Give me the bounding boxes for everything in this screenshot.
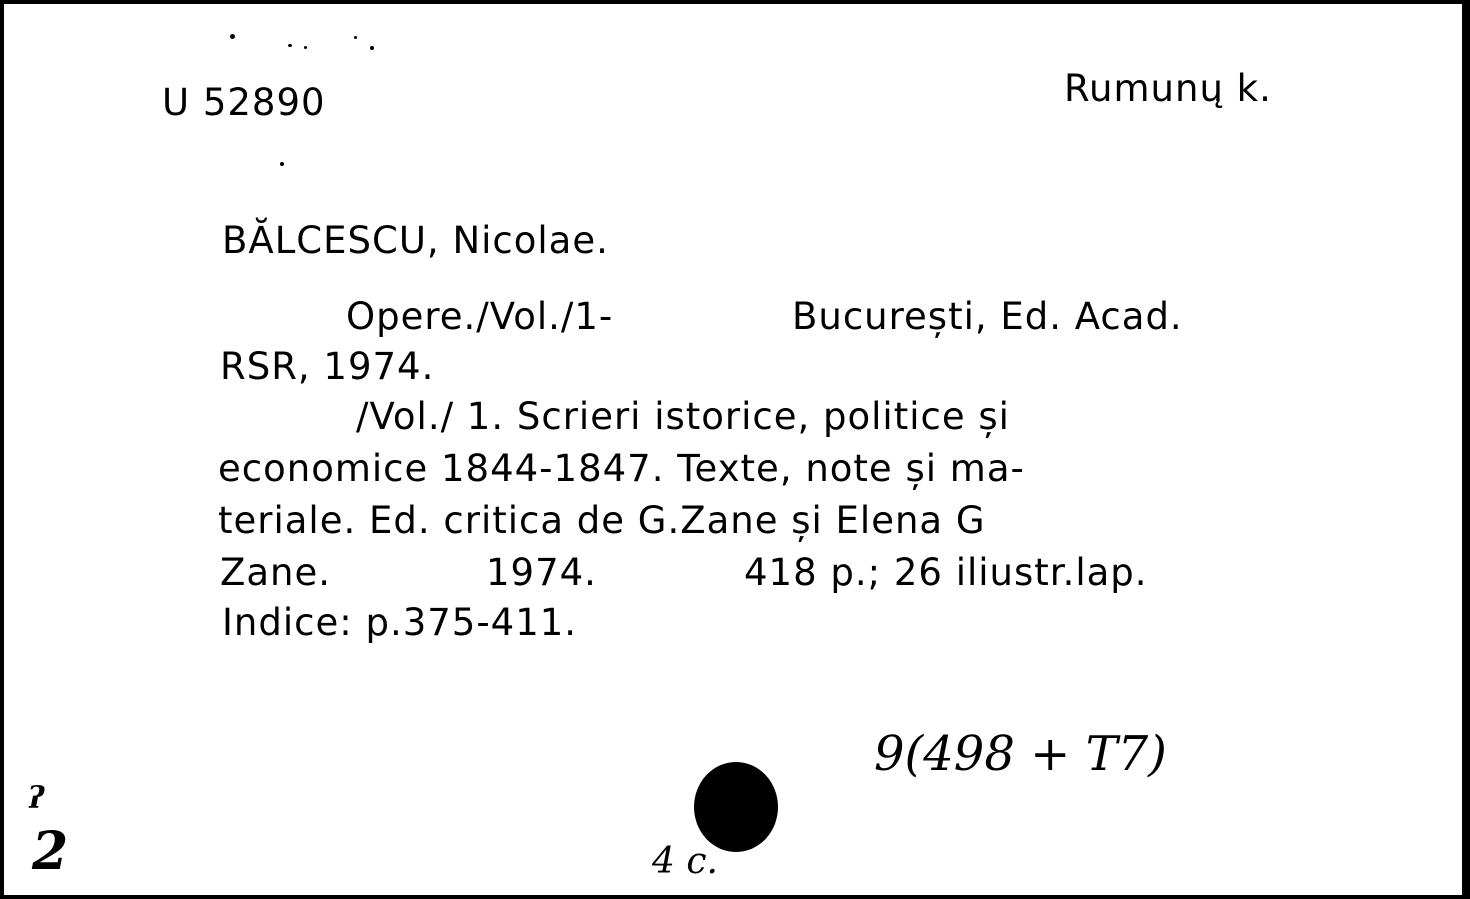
- title-line: Opere./Vol./1-: [346, 295, 614, 338]
- volume-line-3: teriale. Ed. critica de G.Zane și Elena G: [218, 499, 986, 542]
- volume-line-4: Zane.: [220, 551, 331, 594]
- pagination: 418 p.; 26 iliustr.lap.: [744, 551, 1148, 594]
- ink-speck: [304, 46, 307, 49]
- imprint-line: București, Ed. Acad.: [792, 295, 1183, 338]
- volume-year: 1974.: [486, 551, 597, 594]
- handwritten-mark-top-left: ʔ: [28, 781, 45, 816]
- imprint-line-2: RSR, 1974.: [220, 345, 435, 388]
- ink-speck: [288, 44, 292, 47]
- handwritten-mark-left: 2: [32, 821, 69, 882]
- section-label: Rumunų k.: [1064, 67, 1272, 110]
- volume-line: /Vol./ 1. Scrieri istorice, politice și: [356, 395, 1010, 438]
- ink-speck: [354, 36, 357, 39]
- author-heading: BĂLCESCU, Nicolae.: [222, 219, 609, 262]
- call-number: U 52890: [162, 81, 326, 124]
- handwritten-classification: 9(498 + T7): [874, 726, 1167, 782]
- handwritten-mark-bottom: 4 c.: [652, 841, 718, 882]
- index-note: Indice: p.375-411.: [222, 601, 578, 644]
- volume-line-2: economice 1844-1847. Texte, note și ma-: [218, 447, 1025, 490]
- ink-speck: [280, 162, 284, 166]
- ink-speck: [230, 34, 235, 39]
- punch-hole: [694, 762, 778, 852]
- ink-speck: [370, 46, 374, 50]
